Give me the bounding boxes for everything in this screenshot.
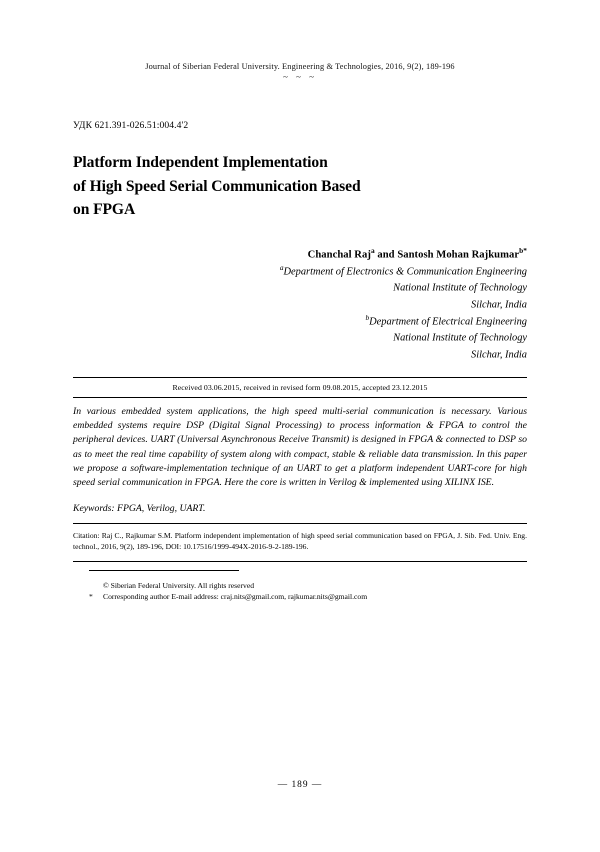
divider-below-received <box>73 397 527 398</box>
footnote-star-marker: * <box>89 591 93 601</box>
affiliation-item <box>73 313 527 330</box>
affiliation-marker: a <box>279 262 284 272</box>
footnote-marker-blank <box>89 580 99 591</box>
author-first-marker: a <box>370 246 375 256</box>
footnotes <box>89 580 527 603</box>
affiliation-text: Department of Electrical Engineering <box>369 316 527 328</box>
affiliation-item <box>73 279 527 296</box>
footnote-copyright <box>89 580 527 591</box>
page-number: — 189 — <box>277 780 323 790</box>
authors-line <box>73 246 527 261</box>
affiliation-marker: b <box>365 312 370 322</box>
keywords-line: Keywords: FPGA, Verilog, UART. <box>73 503 206 515</box>
page-content <box>73 0 527 852</box>
affiliations <box>73 263 527 363</box>
title-line-2: of High Speed Serial Communication Based <box>73 177 361 195</box>
divider-above-citation <box>73 523 527 524</box>
footnote-divider <box>89 570 239 571</box>
footnote-corresponding <box>89 591 527 602</box>
citation-text: Citation: Raj C., Rajkumar S.M. Platform independent implementation of high speed serial communication based on FPGA, J. Sib. Fed. Univ. Eng. technol., 2016, 9(2), 189-196, DOI: 10.17516/1999-494X-2016-9-2-189-196. <box>73 531 527 552</box>
page-title <box>73 151 527 222</box>
affiliation-item <box>73 296 527 313</box>
affiliation-text: Department of Electronics & Communication Engineering <box>283 266 527 278</box>
affiliation-text: National Institute of Technology <box>393 332 527 344</box>
title-line-1: Platform Independent Implementation <box>73 154 328 171</box>
authors-joiner: and Santosh Mohan Rajkumar <box>374 249 520 261</box>
title-line-3: on FPGA <box>73 201 136 219</box>
affiliation-text: National Institute of Technology <box>393 282 527 294</box>
corresponding-author-text: Corresponding author E-mail address: craj.nits@gmail.com, rajkumar.nits@gmail.com <box>103 591 368 601</box>
author-first: Chanchal Raj <box>307 249 371 261</box>
affiliation-item <box>73 263 527 280</box>
author-second-marker: b* <box>519 246 527 256</box>
affiliation-text: Silchar, India <box>471 349 527 361</box>
abstract-text: In various embedded system applications, the high speed multi-serial communication is necessary. Various embedded systems require DSP (Digital Signal Processing) to process information & FPGA to control the peripheral devices. UART (Universal Asynchronous Receive Transmit) is designed in FPGA & connected to DSP so as to meet the real time capability of system along with compact, stable & reliable data transmission. In this paper we propose a software-implementation technique of an UART to get a platform independent UART-core for high speed serial communication in FPGA. Here the core is written in Verilog & implemented using XILINX ISE. <box>73 405 527 489</box>
divider-above-received <box>73 377 527 378</box>
ornament-divider: ~ ~ ~ <box>282 72 318 82</box>
received-dates: Received 03.06.2015, received in revised form 09.08.2015, accepted 23.12.2015 <box>172 382 428 392</box>
affiliation-item <box>73 329 527 346</box>
affiliation-text: Silchar, India <box>471 299 527 311</box>
affiliation-item <box>73 346 527 363</box>
copyright-text: © Siberian Federal University. All rights reserved <box>103 580 254 590</box>
udk-code: УДК 621.391-026.51:004.4'2 <box>73 120 189 131</box>
journal-running-head: Journal of Siberian Federal University. Engineering & Technologies, 2016, 9(2), 189-196 <box>145 62 455 71</box>
divider-below-citation <box>73 561 527 562</box>
